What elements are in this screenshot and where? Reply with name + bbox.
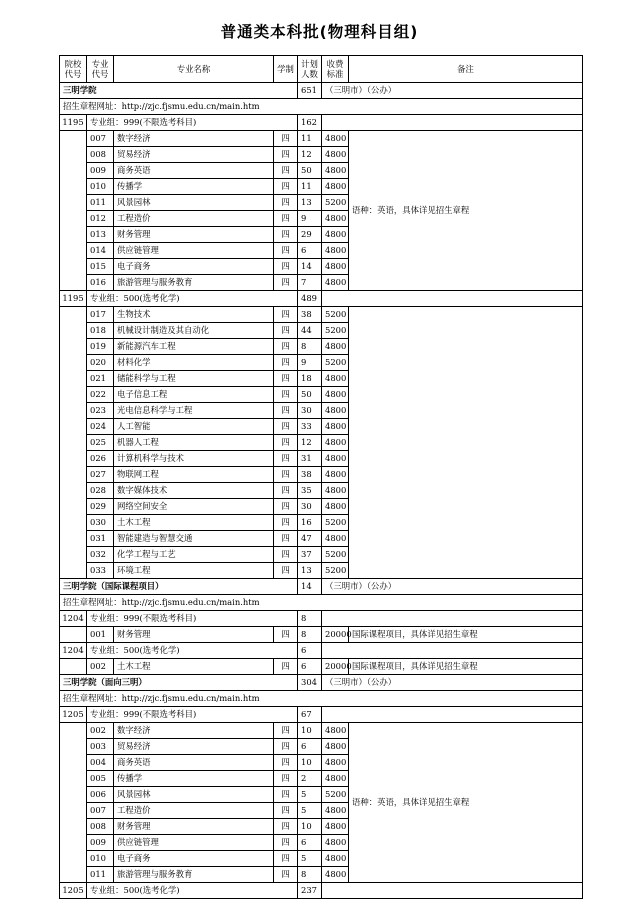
charter-url: 招生章程网址：http://zjc.fjsmu.edu.cn/main.htm <box>60 691 583 707</box>
group-name: 专业组：500(选考化学) <box>87 883 298 899</box>
plan-count: 5 <box>298 803 322 819</box>
duration: 四 <box>274 771 298 787</box>
major-code: 009 <box>87 835 114 851</box>
duration: 四 <box>274 467 298 483</box>
tuition-fee: 4800 <box>322 723 349 739</box>
major-name: 商务英语 <box>114 163 274 179</box>
major-code: 002 <box>87 723 114 739</box>
major-name: 电子信息工程 <box>114 387 274 403</box>
major-code: 018 <box>87 323 114 339</box>
tuition-fee: 4800 <box>322 403 349 419</box>
group-school-code: 1195 <box>60 115 87 131</box>
major-name: 财务管理 <box>114 227 274 243</box>
duration: 四 <box>274 739 298 755</box>
tuition-fee: 4800 <box>322 211 349 227</box>
admission-table <box>59 55 583 899</box>
tuition-fee: 4800 <box>322 803 349 819</box>
duration: 四 <box>274 419 298 435</box>
header-major-code: 专业 代号 <box>87 56 114 83</box>
school-name: 三明学院（国际课程项目） <box>60 579 298 595</box>
group-blank <box>322 115 583 131</box>
major-name: 生物技术 <box>114 307 274 323</box>
duration: 四 <box>274 531 298 547</box>
group-row <box>60 115 583 131</box>
major-name: 旅游管理与服务教育 <box>114 275 274 291</box>
school-note: （三明市）（公办） <box>322 675 583 691</box>
duration: 四 <box>274 387 298 403</box>
major-row <box>60 659 583 675</box>
duration: 四 <box>274 147 298 163</box>
plan-count: 5 <box>298 787 322 803</box>
duration: 四 <box>274 659 298 675</box>
duration: 四 <box>274 755 298 771</box>
major-name: 新能源汽车工程 <box>114 339 274 355</box>
duration: 四 <box>274 803 298 819</box>
group-row <box>60 707 583 723</box>
note: 国际课程项目，具体详见招生章程 <box>349 659 583 675</box>
school-plan: 651 <box>298 83 322 99</box>
group-plan: 67 <box>298 707 322 723</box>
tuition-fee: 4800 <box>322 163 349 179</box>
major-name: 财务管理 <box>114 819 274 835</box>
duration: 四 <box>274 259 298 275</box>
school-code-blank <box>60 131 87 291</box>
group-school-code: 1195 <box>60 291 87 307</box>
major-name: 土木工程 <box>114 515 274 531</box>
plan-count: 31 <box>298 451 322 467</box>
duration: 四 <box>274 275 298 291</box>
tuition-fee: 5200 <box>322 547 349 563</box>
school-row <box>60 83 583 99</box>
major-code: 011 <box>87 867 114 883</box>
major-row <box>60 131 583 147</box>
charter-url-row <box>60 691 583 707</box>
tuition-fee: 5200 <box>322 323 349 339</box>
plan-count: 37 <box>298 547 322 563</box>
group-plan: 237 <box>298 883 322 899</box>
note: 语种：英语，具体详见招生章程 <box>349 131 583 291</box>
tuition-fee: 20000 <box>322 627 349 643</box>
major-code: 001 <box>87 627 114 643</box>
major-name: 光电信息科学与工程 <box>114 403 274 419</box>
major-code: 002 <box>87 659 114 675</box>
tuition-fee: 4800 <box>322 819 349 835</box>
tuition-fee: 4800 <box>322 371 349 387</box>
duration: 四 <box>274 339 298 355</box>
plan-count: 12 <box>298 435 322 451</box>
major-code: 015 <box>87 259 114 275</box>
tuition-fee: 4800 <box>322 259 349 275</box>
major-name: 风景园林 <box>114 787 274 803</box>
major-code: 010 <box>87 851 114 867</box>
tuition-fee: 4800 <box>322 227 349 243</box>
plan-count: 10 <box>298 755 322 771</box>
major-name: 智能建造与智慧交通 <box>114 531 274 547</box>
duration: 四 <box>274 627 298 643</box>
plan-count: 30 <box>298 499 322 515</box>
group-blank <box>322 883 583 899</box>
plan-count: 30 <box>298 403 322 419</box>
tuition-fee: 4800 <box>322 755 349 771</box>
major-code: 023 <box>87 403 114 419</box>
plan-count: 8 <box>298 339 322 355</box>
tuition-fee: 4800 <box>322 339 349 355</box>
plan-count: 6 <box>298 739 322 755</box>
duration: 四 <box>274 243 298 259</box>
school-note: （三明市）（公办） <box>322 579 583 595</box>
tuition-fee: 5200 <box>322 355 349 371</box>
major-code: 007 <box>87 803 114 819</box>
group-name: 专业组：500(选考化学) <box>87 643 298 659</box>
tuition-fee: 4800 <box>322 835 349 851</box>
major-code: 024 <box>87 419 114 435</box>
group-plan: 489 <box>298 291 322 307</box>
tuition-fee: 4800 <box>322 435 349 451</box>
charter-url: 招生章程网址：http://zjc.fjsmu.edu.cn/main.htm <box>60 595 583 611</box>
group-row <box>60 291 583 307</box>
tuition-fee: 4800 <box>322 499 349 515</box>
duration: 四 <box>274 547 298 563</box>
major-name: 储能科学与工程 <box>114 371 274 387</box>
school-row <box>60 675 583 691</box>
group-name: 专业组：999(不限选考科目) <box>87 115 298 131</box>
duration: 四 <box>274 307 298 323</box>
major-name: 环境工程 <box>114 563 274 579</box>
major-code: 010 <box>87 179 114 195</box>
major-row <box>60 627 583 643</box>
plan-count: 38 <box>298 307 322 323</box>
plan-count: 38 <box>298 467 322 483</box>
major-name: 传播学 <box>114 179 274 195</box>
duration: 四 <box>274 179 298 195</box>
table-body <box>60 83 583 899</box>
school-code-blank <box>60 307 87 579</box>
major-name: 供应链管理 <box>114 835 274 851</box>
major-name: 机械设计制造及其自动化 <box>114 323 274 339</box>
school-code-blank <box>60 723 87 883</box>
major-code: 020 <box>87 355 114 371</box>
duration: 四 <box>274 563 298 579</box>
plan-count: 35 <box>298 483 322 499</box>
tuition-fee: 4800 <box>322 867 349 883</box>
plan-count: 11 <box>298 131 322 147</box>
plan-count: 29 <box>298 227 322 243</box>
major-name: 工程造价 <box>114 211 274 227</box>
school-code-blank <box>60 627 87 643</box>
major-code: 026 <box>87 451 114 467</box>
major-name: 财务管理 <box>114 627 274 643</box>
plan-count: 9 <box>298 211 322 227</box>
plan-count: 50 <box>298 387 322 403</box>
major-code: 004 <box>87 755 114 771</box>
plan-count: 2 <box>298 771 322 787</box>
duration: 四 <box>274 131 298 147</box>
major-name: 机器人工程 <box>114 435 274 451</box>
header-school-code: 院校 代号 <box>60 56 87 83</box>
tuition-fee: 4800 <box>322 275 349 291</box>
plan-count: 5 <box>298 851 322 867</box>
note: 语种：英语，具体详见招生章程 <box>349 723 583 883</box>
group-plan: 8 <box>298 611 322 627</box>
major-name: 材料化学 <box>114 355 274 371</box>
header-duration: 学制 <box>274 56 298 83</box>
tuition-fee: 5200 <box>322 787 349 803</box>
group-name: 专业组：999(不限选考科目) <box>87 611 298 627</box>
note: 国际课程项目，具体详见招生章程 <box>349 627 583 643</box>
tuition-fee: 4800 <box>322 419 349 435</box>
tuition-fee: 4800 <box>322 851 349 867</box>
charter-url-row <box>60 99 583 115</box>
major-code: 008 <box>87 147 114 163</box>
major-code: 032 <box>87 547 114 563</box>
duration: 四 <box>274 451 298 467</box>
major-name: 数字媒体技术 <box>114 483 274 499</box>
school-plan: 14 <box>298 579 322 595</box>
duration: 四 <box>274 515 298 531</box>
major-code: 019 <box>87 339 114 355</box>
major-name: 传播学 <box>114 771 274 787</box>
duration: 四 <box>274 195 298 211</box>
major-name: 化学工程与工艺 <box>114 547 274 563</box>
plan-count: 6 <box>298 243 322 259</box>
tuition-fee: 4800 <box>322 131 349 147</box>
duration: 四 <box>274 867 298 883</box>
duration: 四 <box>274 163 298 179</box>
major-name: 计算机科学与技术 <box>114 451 274 467</box>
tuition-fee: 4800 <box>322 739 349 755</box>
tuition-fee: 4800 <box>322 387 349 403</box>
duration: 四 <box>274 835 298 851</box>
duration: 四 <box>274 435 298 451</box>
major-code: 006 <box>87 787 114 803</box>
major-code: 025 <box>87 435 114 451</box>
group-row <box>60 611 583 627</box>
major-row <box>60 723 583 739</box>
header-plan: 计划 人数 <box>298 56 322 83</box>
major-name: 风景园林 <box>114 195 274 211</box>
duration: 四 <box>274 323 298 339</box>
group-name: 专业组：999(不限选考科目) <box>87 707 298 723</box>
group-blank <box>322 291 583 307</box>
major-code: 014 <box>87 243 114 259</box>
plan-count: 8 <box>298 867 322 883</box>
plan-count: 10 <box>298 723 322 739</box>
school-plan: 304 <box>298 675 322 691</box>
school-name: 三明学院 <box>60 83 298 99</box>
duration: 四 <box>274 355 298 371</box>
group-blank <box>322 611 583 627</box>
major-name: 人工智能 <box>114 419 274 435</box>
group-school-code: 1205 <box>60 707 87 723</box>
major-name: 电子商务 <box>114 851 274 867</box>
duration: 四 <box>274 483 298 499</box>
duration: 四 <box>274 499 298 515</box>
plan-count: 11 <box>298 179 322 195</box>
tuition-fee: 4800 <box>322 451 349 467</box>
school-name: 三明学院（面向三明） <box>60 675 298 691</box>
plan-count: 8 <box>298 627 322 643</box>
duration: 四 <box>274 819 298 835</box>
tuition-fee: 4800 <box>322 483 349 499</box>
duration: 四 <box>274 851 298 867</box>
tuition-fee: 5200 <box>322 515 349 531</box>
major-name: 物联网工程 <box>114 467 274 483</box>
charter-url: 招生章程网址：http://zjc.fjsmu.edu.cn/main.htm <box>60 99 583 115</box>
school-row <box>60 579 583 595</box>
tuition-fee: 4800 <box>322 531 349 547</box>
major-code: 011 <box>87 195 114 211</box>
major-code: 028 <box>87 483 114 499</box>
plan-count: 18 <box>298 371 322 387</box>
tuition-fee: 4800 <box>322 467 349 483</box>
major-code: 029 <box>87 499 114 515</box>
page-title: 普通类本科批(物理科目组) <box>220 23 419 41</box>
duration: 四 <box>274 403 298 419</box>
major-code: 021 <box>87 371 114 387</box>
header-note: 备注 <box>349 56 583 83</box>
header-fee: 收费 标准 <box>322 56 349 83</box>
plan-count: 10 <box>298 819 322 835</box>
plan-count: 44 <box>298 323 322 339</box>
tuition-fee: 20000 <box>322 659 349 675</box>
major-code: 033 <box>87 563 114 579</box>
major-code: 027 <box>87 467 114 483</box>
plan-count: 13 <box>298 195 322 211</box>
group-row <box>60 883 583 899</box>
table-header <box>60 56 583 83</box>
major-code: 012 <box>87 211 114 227</box>
major-code: 031 <box>87 531 114 547</box>
tuition-fee: 5200 <box>322 563 349 579</box>
duration: 四 <box>274 723 298 739</box>
plan-count: 13 <box>298 563 322 579</box>
major-name: 贸易经济 <box>114 739 274 755</box>
major-name: 供应链管理 <box>114 243 274 259</box>
tuition-fee: 4800 <box>322 771 349 787</box>
major-name: 商务英语 <box>114 755 274 771</box>
header-major-name: 专业名称 <box>114 56 274 83</box>
major-name: 数字经济 <box>114 131 274 147</box>
duration: 四 <box>274 371 298 387</box>
group-row <box>60 643 583 659</box>
plan-count: 50 <box>298 163 322 179</box>
note <box>349 307 583 579</box>
plan-count: 7 <box>298 275 322 291</box>
group-school-code: 1204 <box>60 611 87 627</box>
plan-count: 16 <box>298 515 322 531</box>
major-code: 030 <box>87 515 114 531</box>
major-name: 电子商务 <box>114 259 274 275</box>
group-plan: 6 <box>298 643 322 659</box>
plan-count: 33 <box>298 419 322 435</box>
plan-count: 6 <box>298 659 322 675</box>
group-blank <box>322 643 583 659</box>
tuition-fee: 4800 <box>322 179 349 195</box>
major-name: 旅游管理与服务教育 <box>114 867 274 883</box>
major-code: 008 <box>87 819 114 835</box>
duration: 四 <box>274 211 298 227</box>
major-code: 003 <box>87 739 114 755</box>
tuition-fee: 5200 <box>322 307 349 323</box>
duration: 四 <box>274 787 298 803</box>
tuition-fee: 4800 <box>322 243 349 259</box>
major-code: 022 <box>87 387 114 403</box>
major-code: 005 <box>87 771 114 787</box>
school-code-blank <box>60 659 87 675</box>
major-name: 数字经济 <box>114 723 274 739</box>
major-code: 013 <box>87 227 114 243</box>
plan-count: 9 <box>298 355 322 371</box>
school-note: （三明市）（公办） <box>322 83 583 99</box>
group-blank <box>322 707 583 723</box>
charter-url-row <box>60 595 583 611</box>
major-name: 网络空间安全 <box>114 499 274 515</box>
plan-count: 6 <box>298 835 322 851</box>
major-name: 贸易经济 <box>114 147 274 163</box>
group-plan: 162 <box>298 115 322 131</box>
plan-count: 12 <box>298 147 322 163</box>
tuition-fee: 5200 <box>322 195 349 211</box>
plan-count: 47 <box>298 531 322 547</box>
major-code: 009 <box>87 163 114 179</box>
plan-count: 14 <box>298 259 322 275</box>
group-school-code: 1204 <box>60 643 87 659</box>
major-name: 工程造价 <box>114 803 274 819</box>
group-name: 专业组：500(选考化学) <box>87 291 298 307</box>
major-row <box>60 307 583 323</box>
duration: 四 <box>274 227 298 243</box>
tuition-fee: 4800 <box>322 147 349 163</box>
group-school-code: 1205 <box>60 883 87 899</box>
major-code: 007 <box>87 131 114 147</box>
major-code: 017 <box>87 307 114 323</box>
major-code: 016 <box>87 275 114 291</box>
major-name: 土木工程 <box>114 659 274 675</box>
